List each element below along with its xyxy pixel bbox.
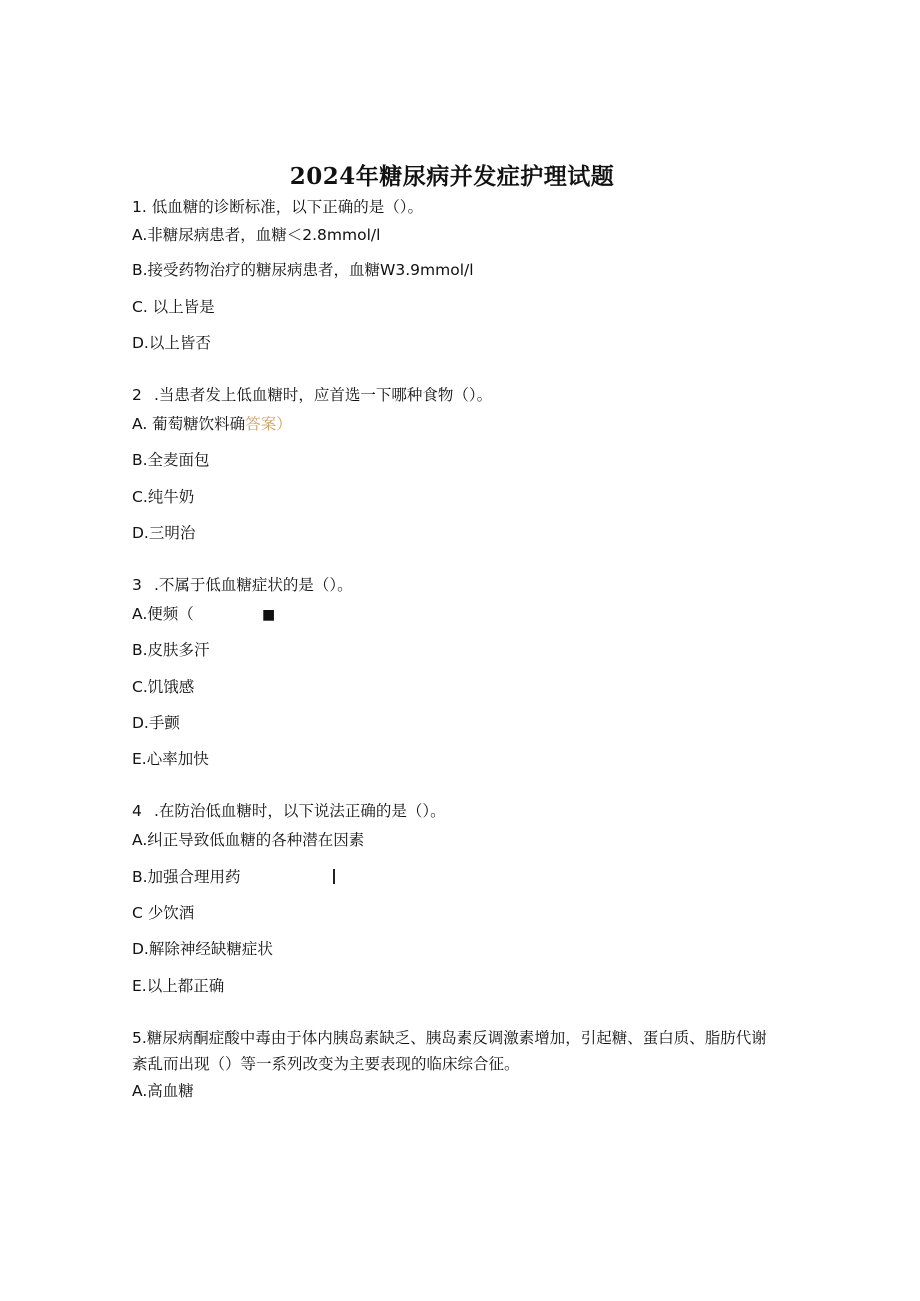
question-5-stem: 5.糖尿病酮症酸中毒由于体内胰岛素缺乏、胰岛素反调激素增加，引起糖、蛋白质、脂肪代谢紊乱而出现（）等一系列改变为主要表现的临床综合征。	[132, 1029, 767, 1073]
question-1-stem: 1. 低血糖的诊断标准，以下正确的是（）。	[132, 198, 423, 216]
question-1-option-c: C. 以上皆是	[132, 298, 215, 316]
question-1-option-d: D.以上皆否	[132, 334, 211, 352]
question-4-text: .在防治低血糖时，以下说法正确的是（）。	[154, 802, 446, 820]
question-2-option-a-text: A. 葡萄糖饮料确	[132, 415, 246, 433]
question-2-number: 2	[132, 386, 142, 404]
question-5-option-a: A.高血糖	[132, 1082, 194, 1100]
question-2-option-a	[132, 413, 292, 435]
question-2-option-d: D.三明治	[132, 524, 196, 542]
question-3-option-b: B.皮肤多汗	[132, 641, 210, 659]
question-3-option-a: A.便频（	[132, 605, 194, 623]
question-3-number: 3	[132, 576, 142, 594]
question-4-option-e: E.以上都正确	[132, 977, 225, 995]
question-3-option-c: C.饥饿感	[132, 678, 195, 696]
question-3-option-d: D.手颤	[132, 714, 180, 732]
question-4-option-c: C 少饮酒	[132, 904, 195, 922]
question-1-option-b: B.接受药物治疗的糖尿病患者，血糖W3.9mmol/l	[132, 261, 474, 279]
question-4-option-d: D.解除神经缺糖症状	[132, 940, 273, 958]
question-3-stem	[132, 574, 353, 596]
question-2-stem	[132, 384, 492, 406]
stray-bar-mark	[333, 869, 335, 884]
question-2-option-c: C.纯牛奶	[132, 488, 195, 506]
question-3-option-e: E.心率加快	[132, 750, 209, 768]
document-title: 2024年糖尿病并发症护理试题	[289, 163, 615, 190]
question-4-option-b: B.加强合理用药	[132, 868, 241, 886]
answer-mark: 答案）	[245, 415, 292, 433]
question-2-text: .当患者发上低血糖时，应首选一下哪种食物（）。	[154, 386, 493, 404]
question-2-option-b: B.全麦面包	[132, 451, 210, 469]
question-4-number: 4	[132, 802, 142, 820]
question-1-option-a: A.非糖尿病患者，血糖＜2.8mmol/l	[132, 226, 381, 244]
stray-square-mark: ■	[262, 607, 276, 623]
question-4-stem	[132, 800, 446, 822]
question-4-option-a: A.纠正导致低血糖的各种潜在因素	[132, 831, 365, 849]
question-3-text: .不属于低血糖症状的是（）。	[154, 576, 353, 594]
